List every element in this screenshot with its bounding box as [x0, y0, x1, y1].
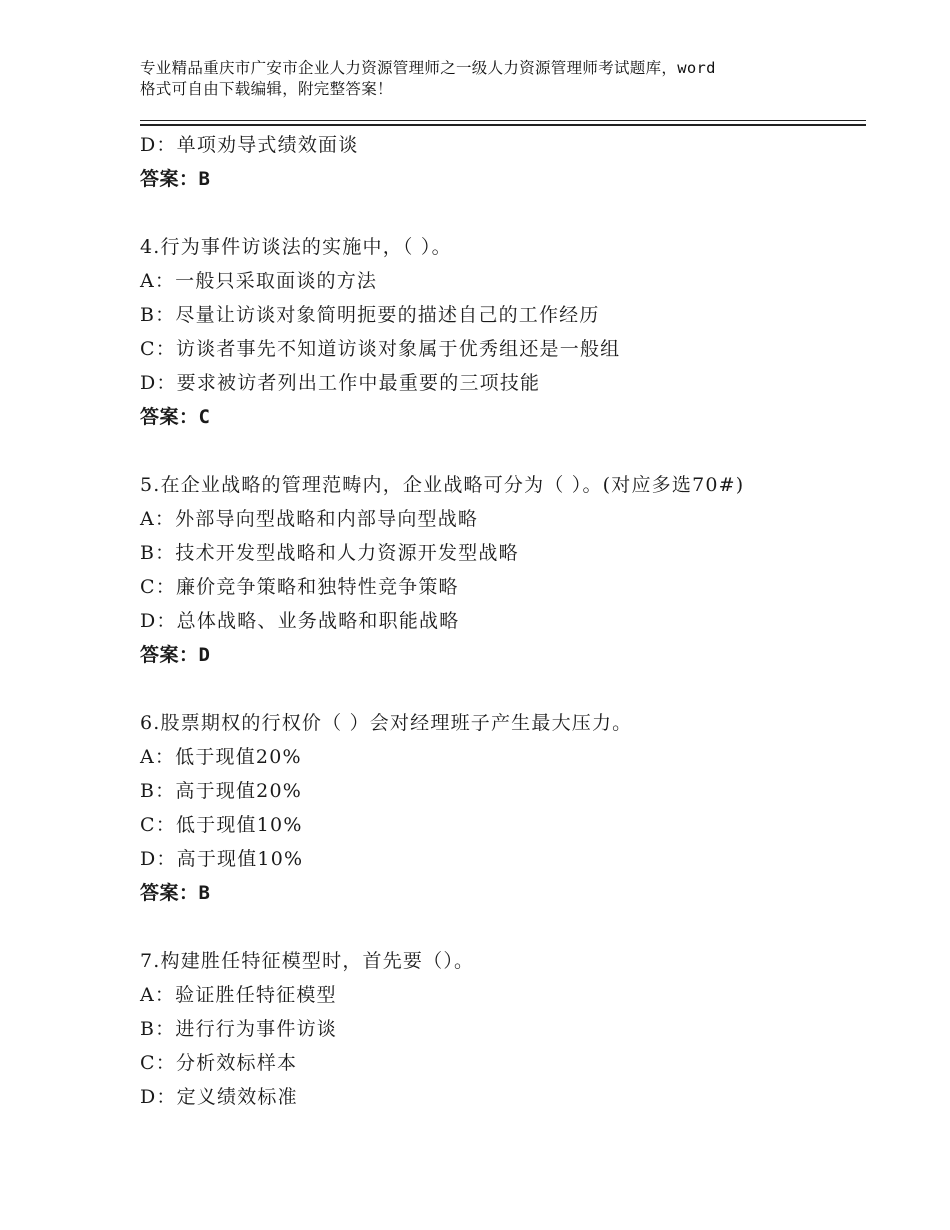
spacer	[140, 910, 866, 944]
header-line-2: 格式可自由下载编辑，附完整答案！	[140, 80, 393, 98]
q5-option-b: B：技术开发型战略和人力资源开发型战略	[140, 542, 519, 564]
header-divider-thick	[140, 124, 866, 126]
question-list	[140, 128, 866, 1114]
q6-option-b: B：高于现值20%	[140, 780, 302, 802]
question-6	[140, 706, 866, 910]
q6-option-a: A：低于现值20%	[140, 746, 302, 768]
q7-option-c: C：分析效标样本	[140, 1052, 298, 1074]
question-3	[140, 128, 866, 196]
q6-question: 6.股票期权的行权价（ ）会对经理班子产生最大压力。	[140, 712, 633, 734]
q4-question: 4.行为事件访谈法的实施中，（ ）。	[140, 236, 452, 258]
q5-option-c: C：廉价竞争策略和独特性竞争策略	[140, 576, 459, 598]
q4-option-c: C：访谈者事先不知道访谈对象属于优秀组还是一般组	[140, 338, 621, 360]
q6-option-c: C：低于现值10%	[140, 814, 303, 836]
header-divider-thin	[140, 120, 866, 121]
q5-option-d: D：总体战略、业务战略和职能战略	[140, 610, 460, 632]
q5-option-a: A：外部导向型战略和内部导向型战略	[140, 508, 479, 530]
spacer	[140, 434, 866, 468]
q4-option-a: A：一般只采取面谈的方法	[140, 270, 378, 292]
q7-option-b: B：进行行为事件访谈	[140, 1018, 337, 1040]
document-header	[140, 58, 830, 100]
question-5	[140, 468, 866, 672]
q5-question: 5.在企业战略的管理范畴内，企业战略可分为（ ）。(对应多选70#)	[140, 474, 745, 496]
spacer	[140, 672, 866, 706]
q6-option-d: D：高于现值10%	[140, 848, 304, 870]
q5-answer: 答案：D	[140, 644, 211, 666]
q3-answer: 答案：B	[140, 168, 211, 190]
q4-answer: 答案：C	[140, 406, 211, 428]
header-line-1: 专业精品重庆市广安市企业人力资源管理师之一级人力资源管理师考试题库，word	[140, 59, 716, 77]
question-4	[140, 230, 866, 434]
q7-option-d: D：定义绩效标准	[140, 1086, 298, 1108]
q4-option-d: D：要求被访者列出工作中最重要的三项技能	[140, 372, 541, 394]
q4-option-b: B：尽量让访谈对象简明扼要的描述自己的工作经历	[140, 304, 600, 326]
spacer	[140, 196, 866, 230]
q3-option-d: D：单项劝导式绩效面谈	[140, 134, 359, 156]
q7-question: 7.构建胜任特征模型时，首先要（）。	[140, 950, 475, 972]
q6-answer: 答案：B	[140, 882, 211, 904]
question-7	[140, 944, 866, 1114]
q7-option-a: A：验证胜任特征模型	[140, 984, 337, 1006]
